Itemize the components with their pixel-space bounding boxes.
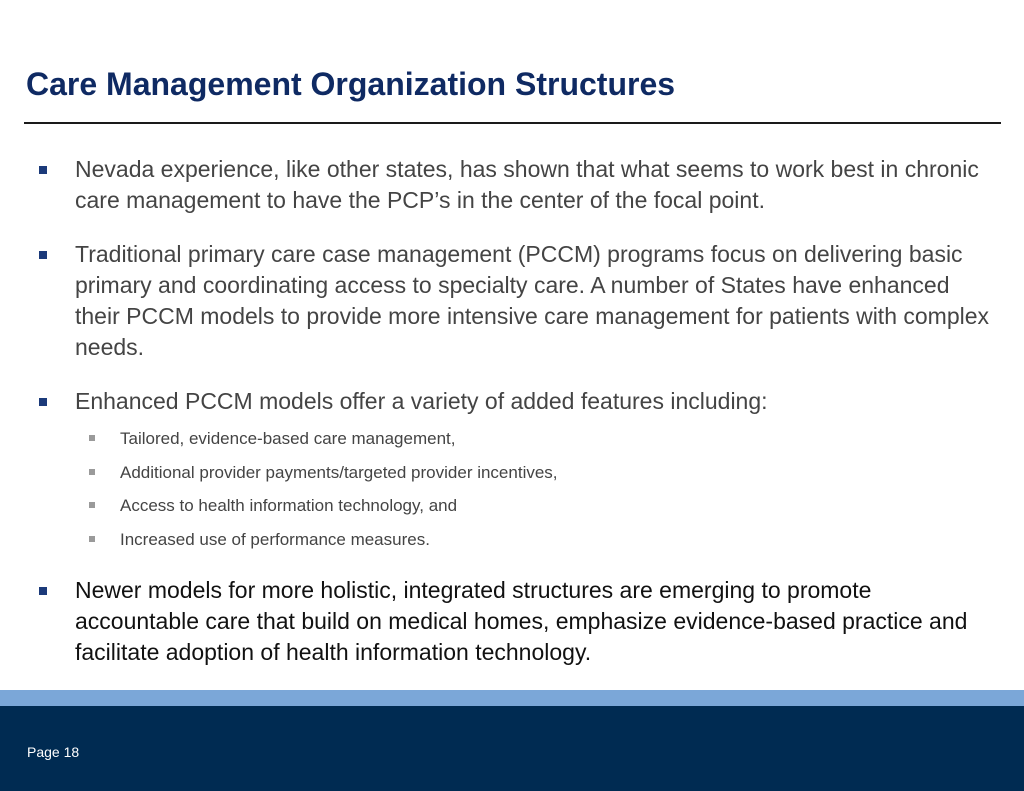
bullet-text: Traditional primary care case management (PCCM) programs focus on delivering basic primary and coordinating access to specialty care. A number of States have enhanced their PCCM models to provide more intensive care management for patients with complex needs.: [75, 241, 990, 360]
sub-bullet-text: Additional provider payments/targeted provider incentives,: [120, 463, 558, 482]
sub-bullet-item: [120, 529, 980, 551]
square-bullet-icon: [39, 166, 47, 174]
bullet-text: Enhanced PCCM models offer a variety of added features including:: [75, 388, 768, 414]
bullet-item: [75, 239, 1000, 363]
square-bullet-icon: [39, 251, 47, 259]
square-bullet-icon: [39, 587, 47, 595]
sub-bullet-item: [120, 428, 980, 450]
bullet-item: [75, 575, 1000, 668]
sub-bullet-text: Tailored, evidence-based care management,: [120, 429, 456, 448]
square-sub-bullet-icon: [89, 435, 95, 441]
sub-bullet-item: [120, 495, 980, 517]
sub-bullet-text: Access to health information technology, and: [120, 496, 458, 515]
slide-title: Care Management Organization Structures: [26, 66, 676, 102]
page-number: Page 18: [27, 744, 80, 760]
sub-bullet-text: Increased use of performance measures.: [120, 530, 430, 549]
square-sub-bullet-icon: [89, 469, 95, 475]
footer-band: [0, 706, 1024, 791]
sub-bullet-item: [120, 462, 980, 484]
bullet-item: [75, 154, 1000, 216]
bullet-text: Nevada experience, like other states, has shown that what seems to work best in chronic care management to have the PCP’s in the center of the focal point.: [75, 156, 979, 213]
square-sub-bullet-icon: [89, 536, 95, 542]
square-bullet-icon: [39, 398, 47, 406]
footer-accent-band: [0, 690, 1024, 706]
title-divider: [24, 122, 1001, 124]
square-sub-bullet-icon: [89, 502, 95, 508]
bullet-item: [75, 386, 1000, 417]
bullet-text: Newer models for more holistic, integrated structures are emerging to promote accountable care that build on medical homes, emphasize evidence-based practice and facilitate adoption of health information technology.: [75, 577, 968, 665]
